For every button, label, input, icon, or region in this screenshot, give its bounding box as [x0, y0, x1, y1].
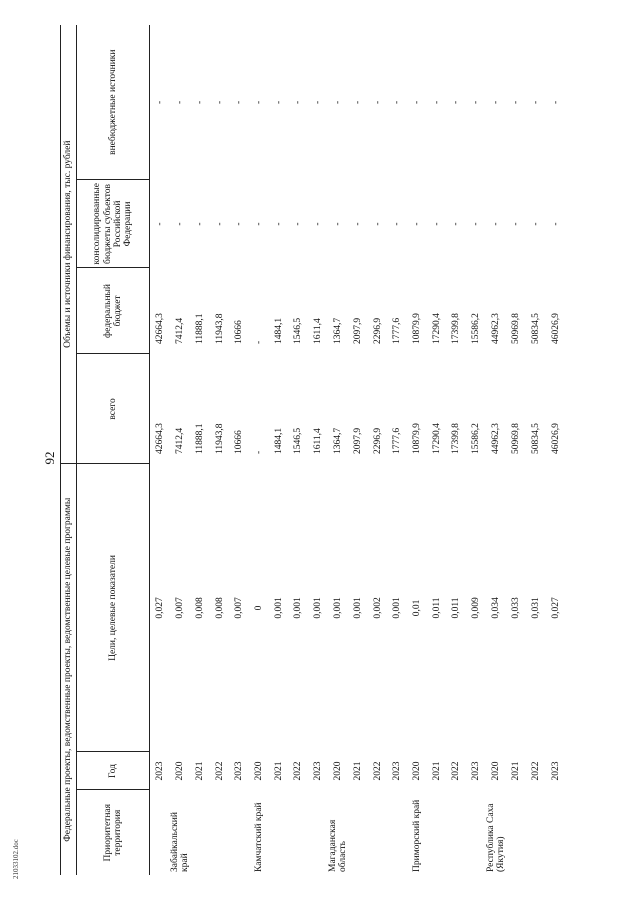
row-federal: 2296,9: [372, 317, 383, 344]
row-federal: 11943,8: [214, 313, 225, 344]
row-extra: -: [431, 100, 442, 105]
row-extra: -: [175, 100, 186, 105]
row-federal: 17399,8: [451, 313, 462, 344]
row-regional: -: [431, 222, 442, 226]
row-total: 46026,9: [550, 423, 561, 454]
table-row: [150, 25, 170, 875]
row-federal: 1484,1: [273, 317, 284, 344]
row-indicator: 0,001: [353, 597, 364, 619]
row-federal: 10666: [234, 320, 245, 344]
row-year: 2021: [353, 761, 364, 781]
row-total: 1484,1: [273, 427, 284, 454]
table-row: [190, 25, 210, 875]
row-extra: -: [293, 100, 304, 105]
row-indicator: 0,027: [550, 597, 561, 619]
row-indicator: 0,001: [333, 597, 344, 619]
row-indicator: 0,008: [214, 597, 225, 619]
header-regional: консолидированные бюджеты субъектов Российской Федерации: [77, 180, 150, 268]
row-total: 17290,4: [431, 423, 442, 454]
row-indicator: 0,027: [154, 597, 165, 619]
row-regional: -: [234, 222, 245, 226]
row-extra: -: [491, 100, 502, 105]
row-year: 2023: [234, 761, 245, 781]
row-indicator: 0,033: [511, 597, 522, 619]
table-row: [269, 25, 289, 875]
row-federal: 7412,4: [175, 317, 186, 344]
row-federal: 1611,4: [312, 318, 323, 344]
table-body: [150, 25, 566, 875]
row-indicator: 0,002: [372, 597, 383, 619]
row-regional: -: [491, 222, 502, 226]
row-regional: -: [372, 222, 383, 226]
row-extra: -: [530, 100, 541, 105]
table-row: [526, 25, 546, 875]
row-federal: 1546,5: [293, 317, 304, 344]
row-year: 2023: [392, 761, 403, 781]
row-total: 17399,8: [451, 423, 462, 454]
row-total: 50834,5: [530, 423, 541, 454]
row-territory: Республика Саха (Якутия): [485, 803, 507, 872]
rotated-page: [60, 25, 580, 875]
row-regional: -: [254, 222, 265, 226]
row-total: 2296,9: [372, 427, 383, 454]
document-id: 21033102.doc: [12, 839, 20, 879]
row-extra: -: [451, 100, 462, 105]
row-territory: Забайкальский край: [169, 812, 191, 872]
financing-table: [60, 25, 565, 875]
row-territory: [308, 790, 328, 875]
table-row: [546, 25, 566, 875]
row-total: 2097,9: [353, 427, 364, 454]
row-total: 10666: [234, 430, 245, 454]
row-regional: -: [530, 222, 541, 226]
row-total: 11888,1: [195, 423, 206, 454]
row-extra: -: [353, 100, 364, 105]
row-territory: [368, 790, 388, 875]
table-row: [368, 25, 388, 875]
row-federal: 44962,3: [491, 313, 502, 344]
header-indicators: Цели, целевые показатели: [77, 464, 150, 752]
row-federal: 50969,8: [511, 313, 522, 344]
row-extra: -: [470, 100, 481, 105]
row-regional: -: [470, 222, 481, 226]
row-extra: -: [254, 100, 265, 105]
row-year: 2023: [154, 761, 165, 781]
row-year: 2022: [530, 761, 541, 781]
page-number: 92: [42, 451, 57, 465]
row-total: 1546,5: [293, 427, 304, 454]
row-indicator: 0,001: [312, 597, 323, 619]
table-row: [407, 25, 427, 875]
row-year: 2020: [491, 761, 502, 781]
row-regional: -: [154, 222, 165, 226]
header-group-financing: Объемы и источники финансирования, тыс. рублей: [61, 25, 77, 464]
row-regional: -: [195, 222, 206, 226]
row-territory: [427, 790, 447, 875]
row-total: 1364,7: [333, 427, 344, 454]
row-year: 2020: [412, 761, 423, 781]
row-territory: [190, 790, 210, 875]
row-year: 2022: [214, 761, 225, 781]
row-extra: -: [214, 100, 225, 105]
row-regional: -: [550, 222, 561, 226]
row-territory: [269, 790, 289, 875]
header-year: Год: [77, 752, 150, 790]
row-federal: 10879,9: [412, 313, 423, 344]
row-year: 2022: [293, 761, 304, 781]
row-indicator: 0,001: [273, 597, 284, 619]
row-extra: -: [195, 100, 206, 105]
row-indicator: 0,007: [175, 597, 186, 619]
table-row: [486, 25, 507, 875]
row-indicator: 0,011: [451, 597, 462, 619]
table-row: [507, 25, 527, 875]
row-year: 2023: [312, 761, 323, 781]
row-year: 2023: [550, 761, 561, 781]
row-territory: Приморский край: [411, 799, 422, 872]
row-territory: [388, 790, 408, 875]
row-extra: -: [392, 100, 403, 105]
row-federal: 1777,6: [392, 317, 403, 344]
row-indicator: 0,009: [470, 597, 481, 619]
table-row: [210, 25, 230, 875]
row-total: 11943,8: [214, 423, 225, 454]
row-extra: -: [273, 100, 284, 105]
row-territory: [546, 790, 566, 875]
row-indicator: 0,011: [431, 597, 442, 619]
row-extra: -: [550, 100, 561, 105]
row-total: 44962,3: [491, 423, 502, 454]
row-total: 42664,3: [154, 423, 165, 454]
row-indicator: 0,008: [195, 597, 206, 619]
row-indicator: 0,007: [234, 597, 245, 619]
header-row-groups: [61, 25, 77, 875]
table-row: [230, 25, 250, 875]
row-year: 2021: [195, 761, 206, 781]
row-extra: -: [312, 100, 323, 105]
row-year: 2020: [254, 761, 265, 781]
row-territory: [446, 790, 466, 875]
row-total: 15586,2: [470, 423, 481, 454]
table-row: [388, 25, 408, 875]
row-indicator: 0: [254, 605, 265, 611]
row-federal: -: [254, 340, 265, 344]
row-extra: -: [333, 100, 344, 105]
row-extra: -: [372, 100, 383, 105]
row-year: 2021: [431, 761, 442, 781]
row-year: 2022: [451, 761, 462, 781]
row-indicator: 0,031: [530, 597, 541, 619]
table-row: [446, 25, 466, 875]
row-regional: -: [175, 222, 186, 226]
row-total: 1777,6: [392, 427, 403, 454]
header-row-columns: [77, 25, 150, 875]
row-territory: [150, 790, 170, 875]
header-total: всего: [77, 354, 150, 464]
row-year: 2020: [175, 761, 186, 781]
row-federal: 2097,9: [353, 317, 364, 344]
header-extra: внебюджетные источники: [77, 25, 150, 180]
row-territory: [466, 790, 486, 875]
row-federal: 1364,7: [333, 317, 344, 344]
row-regional: -: [353, 222, 364, 226]
row-federal: 50834,5: [530, 313, 541, 344]
table-row: [328, 25, 349, 875]
row-extra: -: [511, 100, 522, 105]
row-territory: [230, 790, 250, 875]
row-regional: -: [333, 222, 344, 226]
row-extra: -: [412, 100, 423, 105]
table-row: [288, 25, 308, 875]
row-regional: -: [312, 222, 323, 226]
row-territory: Камчатский край: [253, 802, 264, 872]
row-indicator: 0,001: [293, 597, 304, 619]
header-territory: Приоритетная территория: [77, 790, 150, 875]
row-total: -: [254, 450, 265, 454]
row-extra: -: [234, 100, 245, 105]
row-territory: [288, 790, 308, 875]
table-row: [466, 25, 486, 875]
header-group-projects: Федеральные проекты, ведомственные проекты, ведомственные целевые программы: [61, 464, 77, 875]
table-row: [427, 25, 447, 875]
row-territory: [526, 790, 546, 875]
row-regional: -: [412, 222, 423, 226]
row-regional: -: [214, 222, 225, 226]
row-year: 2023: [470, 761, 481, 781]
row-year: 2021: [511, 761, 522, 781]
row-year: 2020: [333, 761, 344, 781]
table-row: [249, 25, 269, 875]
row-year: 2021: [273, 761, 284, 781]
row-indicator: 0,034: [491, 597, 502, 619]
row-indicator: 0,001: [392, 597, 403, 619]
row-regional: -: [273, 222, 284, 226]
row-regional: -: [511, 222, 522, 226]
row-federal: 15586,2: [470, 313, 481, 344]
row-territory: [210, 790, 230, 875]
row-total: 1611,4: [312, 428, 323, 454]
header-federal: федеральный бюджет: [77, 268, 150, 354]
row-total: 7412,4: [175, 427, 186, 454]
row-regional: -: [392, 222, 403, 226]
row-indicator: 0,01: [412, 599, 423, 617]
table-row: [349, 25, 369, 875]
table-row: [308, 25, 328, 875]
row-federal: 42664,3: [154, 313, 165, 344]
row-territory: [349, 790, 369, 875]
row-regional: -: [451, 222, 462, 226]
row-total: 50969,8: [511, 423, 522, 454]
table-row: [170, 25, 191, 875]
row-territory: Магаданская область: [327, 819, 349, 872]
row-territory: [507, 790, 527, 875]
row-federal: 11888,1: [195, 313, 206, 344]
row-regional: -: [293, 222, 304, 226]
row-federal: 46026,9: [550, 313, 561, 344]
row-total: 10879,9: [412, 423, 423, 454]
row-year: 2022: [372, 761, 383, 781]
row-extra: -: [154, 100, 165, 105]
row-federal: 17290,4: [431, 313, 442, 344]
